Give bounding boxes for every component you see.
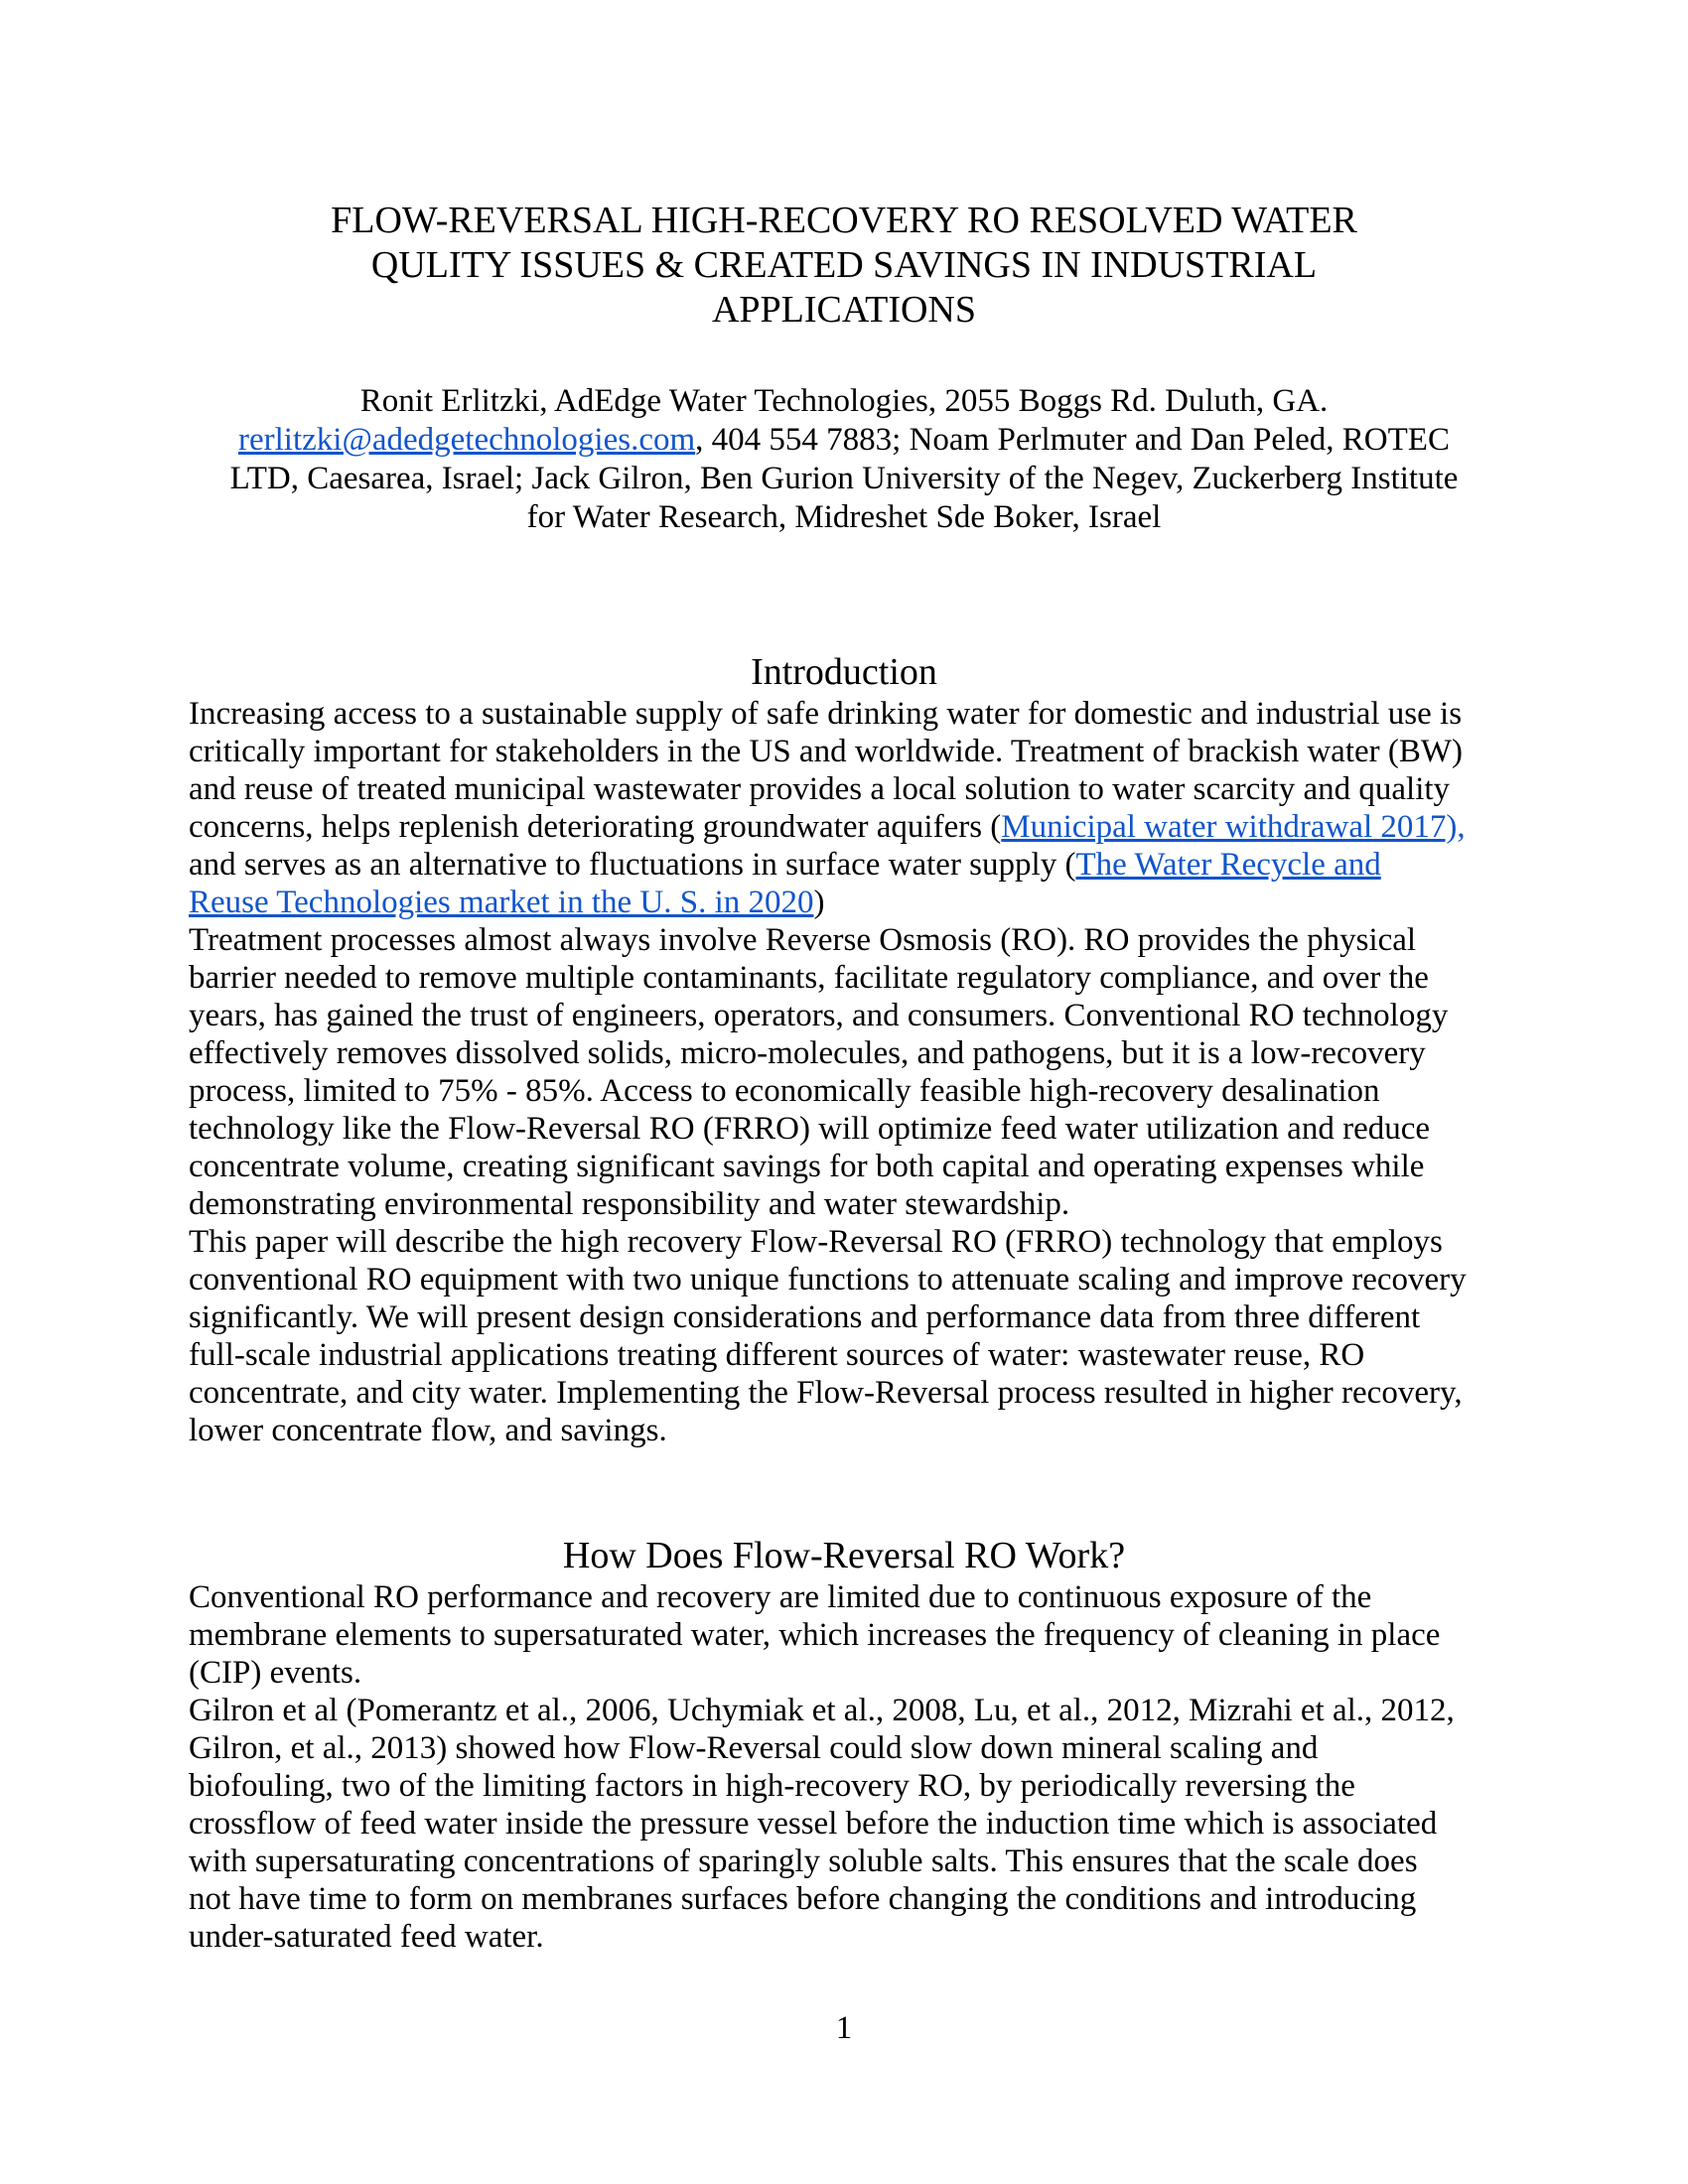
text-line xyxy=(189,1616,1499,1654)
text-line xyxy=(189,733,1499,770)
text-line xyxy=(189,997,1499,1034)
text-run: not have time to form on membranes surfaces before changing the conditions and introducing xyxy=(189,1881,1417,1917)
text-run: and serves as an alternative to fluctuations in surface water supply ( xyxy=(189,847,1076,883)
text-run: Increasing access to a sustainable supply of safe drinking water for domestic and industrial use is xyxy=(189,696,1463,732)
section-heading-introduction: Introduction xyxy=(751,651,937,693)
text-line xyxy=(189,1374,1499,1412)
text-line xyxy=(189,1843,1499,1880)
text-line xyxy=(189,498,1499,537)
text-run: ) xyxy=(813,885,825,920)
author-block xyxy=(189,382,1499,537)
text-line xyxy=(189,1880,1499,1918)
text-line xyxy=(189,460,1499,498)
text-run: under-saturated feed water. xyxy=(189,1919,544,1955)
title-line: APPLICATIONS xyxy=(711,289,977,331)
text-line xyxy=(189,1336,1499,1374)
link-water-recycle-reuse-market[interactable]: Reuse Technologies market in the U. S. in 2020 xyxy=(189,885,814,920)
text-run: Gilron, et al., 2013) showed how Flow-Reversal could slow down mineral scaling and xyxy=(189,1730,1319,1766)
section-body-introduction xyxy=(189,695,1499,1449)
text-run: process, limited to 75% - 85%. Access to economically feasible high-recovery desalination xyxy=(189,1073,1380,1109)
text-run: Ronit Erlitzki, AdEdge Water Technologies, 2055 Boggs Rd. Duluth, GA. xyxy=(359,383,1329,419)
text-line xyxy=(189,1412,1499,1449)
text-line xyxy=(189,808,1499,846)
text-line xyxy=(189,1729,1499,1767)
text-run: biofouling, two of the limiting factors in high-recovery RO, by periodically reversing the xyxy=(189,1768,1355,1804)
text-run: technology like the Flow-Reversal RO (FRRO) will optimize feed water utilization and reduce xyxy=(189,1111,1431,1147)
text-run: membrane elements to supersaturated water, which increases the frequency of cleaning in place xyxy=(189,1617,1441,1653)
text-line xyxy=(189,1223,1499,1261)
text-run: significantly. We will present design considerations and performance data from three different xyxy=(189,1299,1421,1335)
text-run: Conventional RO performance and recovery are limited due to continuous exposure of the xyxy=(189,1579,1372,1615)
text-line xyxy=(189,1034,1499,1072)
text-line xyxy=(189,421,1499,460)
text-run: demonstrating environmental responsibility and water stewardship. xyxy=(189,1186,1070,1222)
text-run: barrier needed to remove multiple contaminants, facilitate regulatory compliance, and over the xyxy=(189,960,1429,996)
text-line xyxy=(189,1185,1499,1223)
text-line xyxy=(189,1110,1499,1148)
text-run: critically important for stakeholders in the US and worldwide. Treatment of brackish water (BW) xyxy=(189,734,1464,769)
text-run: , 404 554 7883; Noam Perlmuter and Dan Peled, ROTEC xyxy=(695,422,1450,458)
text-run: for Water Research, Midreshet Sde Boker, Israel xyxy=(526,499,1162,535)
title-line: QULITY ISSUES & CREATED SAVINGS IN INDUSTRIAL xyxy=(370,244,1318,286)
text-line xyxy=(189,1578,1499,1616)
text-line xyxy=(189,1298,1499,1336)
text-run: crossflow of feed water inside the pressure vessel before the induction time which is associated xyxy=(189,1806,1438,1842)
text-run: years, has gained the trust of engineers, operators, and consumers. Conventional RO technology xyxy=(189,998,1449,1033)
text-run: concerns, helps replenish deteriorating groundwater aquifers ( xyxy=(189,809,1002,845)
email-link[interactable]: rerlitzki@adedgetechnologies.com xyxy=(238,422,696,458)
text-run: and reuse of treated municipal wastewater provides a local solution to water scarcity and quality xyxy=(189,771,1451,807)
text-run: Gilron et al (Pomerantz et al., 2006, Uchymiak et al., 2008, Lu, et al., 2012, Mizrahi et al., 2012, xyxy=(189,1693,1455,1728)
text-run: concentrate, and city water. Implementing the Flow-Reversal process resulted in higher recovery, xyxy=(189,1375,1463,1411)
link-water-recycle-reuse-market[interactable]: The Water Recycle and xyxy=(1075,847,1381,883)
text-line xyxy=(189,695,1499,733)
section-body-how-it-works xyxy=(189,1578,1499,1956)
text-line xyxy=(189,770,1499,808)
text-line xyxy=(189,1805,1499,1843)
text-run: This paper will describe the high recovery Flow-Reversal RO (FRRO) technology that employs xyxy=(189,1224,1443,1260)
section-heading-how-it-works: How Does Flow-Reversal RO Work? xyxy=(562,1535,1126,1576)
text-run: with supersaturating concentrations of sparingly soluble salts. This ensures that the scale does xyxy=(189,1843,1418,1879)
section-how-it-works xyxy=(189,1534,1499,1956)
text-line xyxy=(189,1261,1499,1298)
text-run: full-scale industrial applications treating different sources of water: wastewater reuse, RO xyxy=(189,1337,1365,1373)
text-run: Treatment processes almost always involve Reverse Osmosis (RO). RO provides the physical xyxy=(189,922,1417,958)
text-run: LTD, Caesarea, Israel; Jack Gilron, Ben Gurion University of the Negev, Zuckerberg Institute xyxy=(229,461,1459,496)
text-line xyxy=(189,1072,1499,1110)
text-line xyxy=(189,884,1499,921)
text-run: conventional RO equipment with two unique functions to attenuate scaling and improve recovery xyxy=(189,1262,1467,1297)
title-line: FLOW-REVERSAL HIGH-RECOVERY RO RESOLVED WATER xyxy=(331,200,1357,241)
text-line xyxy=(189,1918,1499,1956)
text-line xyxy=(189,1767,1499,1805)
text-run: effectively removes dissolved solids, micro-molecules, and pathogens, but it is a low-recovery xyxy=(189,1035,1426,1071)
text-line xyxy=(189,1692,1499,1729)
link-municipal-water-withdrawal[interactable]: Municipal water withdrawal 2017), xyxy=(1001,809,1466,845)
text-run: concentrate volume, creating significant savings for both capital and operating expenses while xyxy=(189,1149,1425,1184)
text-line xyxy=(189,846,1499,884)
page-number: 1 xyxy=(835,2010,853,2046)
text-line xyxy=(189,1148,1499,1185)
text-line xyxy=(189,1654,1499,1692)
text-run: (CIP) events. xyxy=(189,1655,362,1691)
section-introduction xyxy=(189,650,1499,1449)
text-run: lower concentrate flow, and savings. xyxy=(189,1413,667,1448)
text-line xyxy=(189,959,1499,997)
paper-title xyxy=(189,199,1499,333)
text-line xyxy=(189,382,1499,421)
text-line xyxy=(189,921,1499,959)
